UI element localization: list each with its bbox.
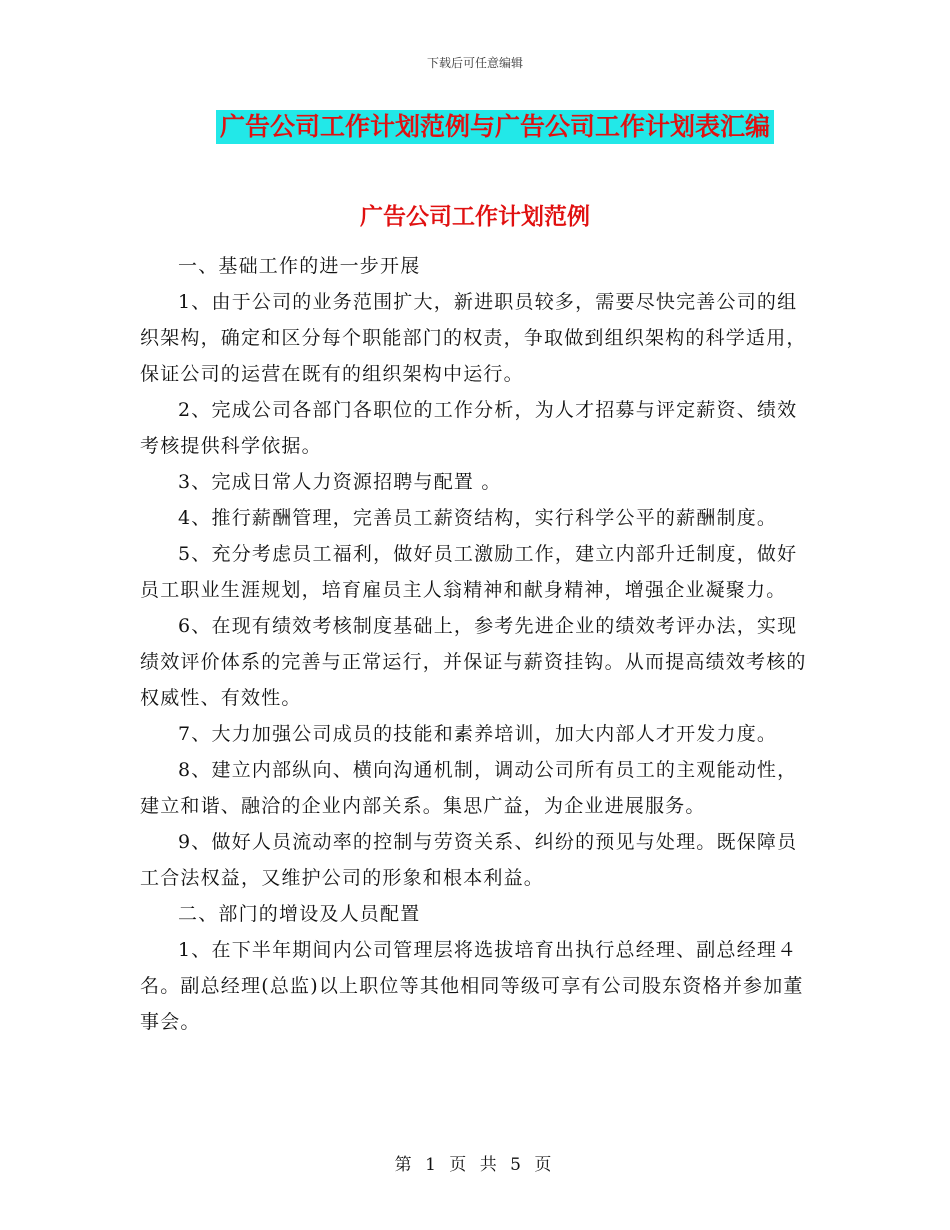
paragraph: 4、推行薪酬管理，完善员工薪资结构，实行科学公平的薪酬制度。 (178, 507, 778, 529)
paragraph: 9、做好人员流动率的控制与劳资关系、纠纷的预见与处理。既保障员工合法权益，又维护公司的形象和根本利益。 (140, 831, 798, 889)
main-title: 广告公司工作计划范例与广告公司工作计划表汇编 (216, 110, 774, 144)
section-title: 广告公司工作计划范例 (360, 204, 590, 230)
main-title-container (0, 110, 950, 144)
header-note: 下载后可任意编辑 (426, 56, 523, 70)
section-heading: 一、基础工作的进一步开展 (178, 255, 421, 277)
section-heading: 二、部门的增设及人员配置 (178, 903, 421, 925)
paragraph: 3、完成日常人力资源招聘与配置 。 (178, 471, 502, 493)
paragraph: 7、大力加强公司成员的技能和素养培训，加大内部人才开发力度。 (178, 723, 778, 745)
paragraph: 1、在下半年期间内公司管理层将选拔培育出执行总经理、副总经理４名。副总经理(总监)以上职位等其他相同等级可享有公司股东资格并参加董事会。 (140, 939, 804, 1033)
paragraph: 2、完成公司各部门各职位的工作分析，为人才招募与评定薪资、绩效考核提供科学依据。 (140, 399, 798, 457)
document-body (140, 248, 812, 1040)
paragraph: 5、充分考虑员工福利，做好员工激励工作，建立内部升迁制度，做好员工职业生涯规划，培育雇员主人翁精神和献身精神，增强企业凝聚力。 (140, 543, 798, 601)
paragraph: 8、建立内部纵向、横向沟通机制，调动公司所有员工的主观能动性，建立和谐、融洽的企业内部关系。集思广益，为企业进展服务。 (140, 759, 798, 817)
paragraph: 1、由于公司的业务范围扩大，新进职员较多，需要尽快完善公司的组织架构，确定和区分每个职能部门的权责，争取做到组织架构的科学适用，保证公司的运营在既有的组织架构中运行。 (140, 291, 807, 385)
page-number: 第 1 页 共 5 页 (394, 1155, 556, 1175)
paragraph: 6、在现有绩效考核制度基础上，参考先进企业的绩效考评办法，实现绩效评价体系的完善与正常运行，并保证与薪资挂钩。从而提高绩效考核的权威性、有效性。 (140, 615, 807, 709)
